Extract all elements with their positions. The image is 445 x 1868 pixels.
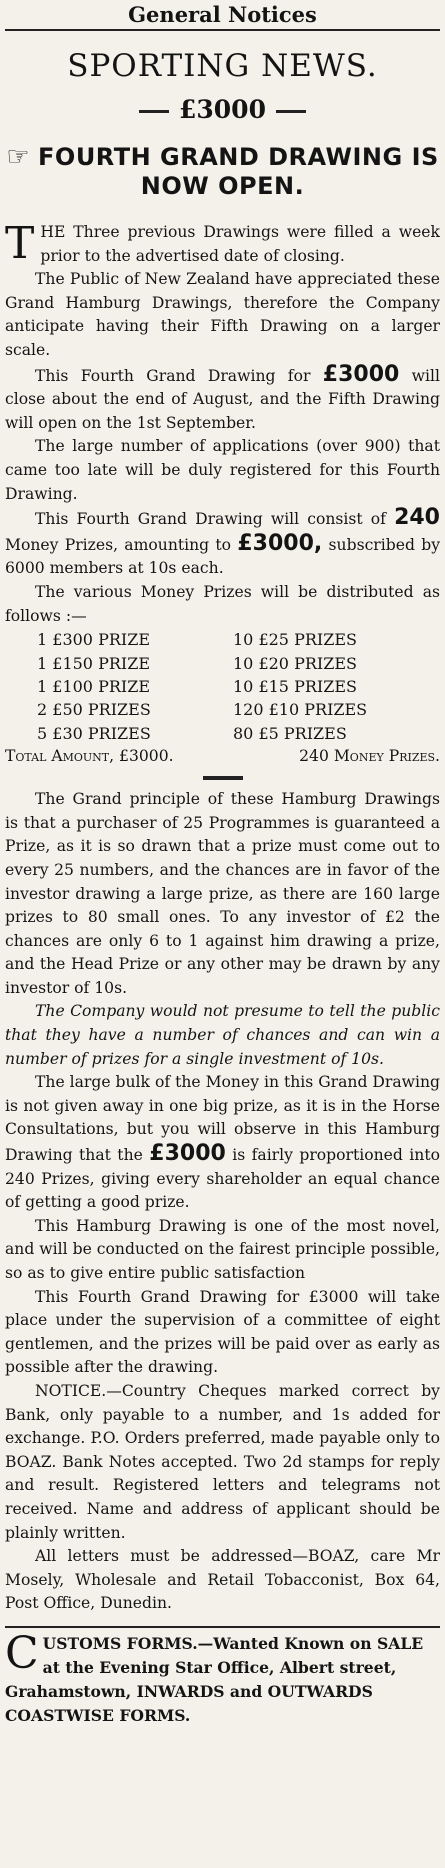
prize-left: 1 £100 PRIZE [37, 676, 150, 696]
paragraph-9 [5, 1071, 440, 1215]
total-row [5, 745, 440, 768]
prize-right: 120 £10 PRIZES [233, 700, 368, 720]
paragraph-1-text: HE Three previous Drawings were filled a week prior to the advertised date of closing. [40, 223, 440, 265]
prize-left: 2 £50 PRIZES [37, 700, 151, 720]
paragraph-7: The Grand principle of these Hamburg Drawings is that a purchaser of 25 Programmes is guaranteed a Prize, as it is so drawn that a prize must come out to every 25 numbers, and the chances are in favor of the investor drawing a large prize, as there are 160 large prizes to 80 small ones. To any investor of £2 the chances are only 6 to 1 against him drawing a prize, and the Head Prize or any other may be drawn by any investor of 10s. [5, 790, 440, 997]
paragraph-5 [5, 506, 440, 581]
prize-right: 10 £25 PRIZES [233, 630, 357, 650]
prize-row [5, 722, 440, 745]
advertisement-body [5, 218, 441, 628]
p5-count: 240 [394, 505, 440, 531]
prize-left: 5 £30 PRIZES [37, 723, 151, 743]
p5-amount: £3000, [237, 530, 323, 556]
headline-line1: FOURTH GRAND DRAWING IS [38, 143, 439, 171]
prize-row [5, 652, 440, 675]
prize-right: 10 £15 PRIZES [233, 676, 357, 696]
pointing-hand-icon: ☞ [6, 142, 31, 172]
p3-amount: £3000 [322, 361, 400, 387]
center-divider [203, 776, 243, 780]
paragraph-4: The large number of applications (over 900) that came too late will be duly registered for this Fourth Drawing. [5, 437, 440, 503]
paragraph-3 [5, 363, 440, 436]
total-prizes: 240 Money Prizes. [299, 747, 440, 766]
bottom-rule [5, 1626, 440, 1628]
p5-text-c: subscribed by 6000 members at 10s each. [5, 535, 441, 578]
prize-row [5, 675, 440, 698]
p9-amount: £3000 [149, 1141, 226, 1167]
paragraph-1 [5, 218, 440, 269]
p5-text-a: This Fourth Grand Drawing will consist of [35, 510, 386, 529]
paragraph-10: This Hamburg Drawing is one of the most novel, and will be conducted on the fairest principle possible, so as to give entire public satisfaction [5, 1216, 440, 1282]
right-dash [276, 110, 306, 113]
total-amount: Total Amount, £3000. [5, 747, 174, 766]
prize-left: 1 £150 PRIZE [37, 653, 150, 673]
customs-drop-cap: C [5, 1627, 39, 1679]
header-rule [5, 29, 440, 31]
paragraph-13: All letters must be addressed—BOAZ, care Mr Mosely, Wholesale and Retail Tobacconist, Box 64, Post Office, Dunedin. [5, 1547, 440, 1613]
p3-text-b: will close about the end of August, and the Fifth Drawing will open on the 1st September. [5, 366, 440, 432]
prize-right: 80 £5 PRIZES [233, 723, 347, 743]
amount-text: £3000 [179, 95, 266, 124]
p9-text-b: is fairly proportioned into 240 Prizes, giving every shareholder an equal chance of getting a good prize. [5, 1146, 440, 1212]
amount-heading [5, 93, 440, 127]
prize-left: 1 £300 PRIZE [37, 630, 150, 650]
drop-cap: T [5, 218, 35, 269]
left-dash [139, 110, 169, 113]
p9-text-a: The large bulk of the Money in this Grand Drawing is not given away in one big prize, as it is in the Horse Consultations, but you will observe in this Hamburg Drawing that the [5, 1073, 441, 1165]
prize-table [5, 628, 440, 745]
paragraph-8: The Company would not presume to tell the public that they have a number of chances and can win a number of prizes for a single investment of 10s. [5, 1002, 440, 1068]
paragraph-6: The various Money Prizes will be distributed as follows :— [5, 582, 440, 625]
prize-row [5, 628, 440, 651]
prize-right: 10 £20 PRIZES [233, 653, 357, 673]
customs-notice [5, 1627, 440, 1728]
p5-text-b: Money Prizes, amounting to [5, 535, 232, 554]
advertisement-body-2 [5, 788, 440, 1616]
customs-text: USTOMS FORMS.—Wanted Known on SALE at the Evening Star Office, Albert street, Grahamstown, INWARDS and OUTWARDS COASTWISE FORMS. [5, 1633, 424, 1725]
p3-text-a: This Fourth Grand Drawing for [35, 366, 311, 385]
paragraph-2: The Public of New Zealand have appreciated these Grand Hamburg Drawings, therefore the Company anticipate having their Fifth Drawing on a larger scale. [5, 270, 440, 359]
page-title: SPORTING NEWS. [67, 48, 378, 84]
headline [5, 143, 440, 201]
headline-line2: NOW OPEN. [140, 172, 305, 200]
paragraph-11: This Fourth Grand Drawing for £3000 will take place under the supervision of a committee of eight gentlemen, and the prizes will be paid over as early as possible after the drawing. [5, 1287, 440, 1377]
section-header: General Notices [128, 2, 317, 27]
prize-row [5, 698, 440, 721]
paragraph-12: NOTICE.—Country Cheques marked correct by Bank, only payable to a number, and 1s added for exchange. P.O. Orders preferred, made payable only to BOAZ. Bank Notes accepted. Two 2d stamps for reply and result. Registered letters and telegrams not received. Name and address of applicant should be plainly written. [5, 1381, 440, 1542]
